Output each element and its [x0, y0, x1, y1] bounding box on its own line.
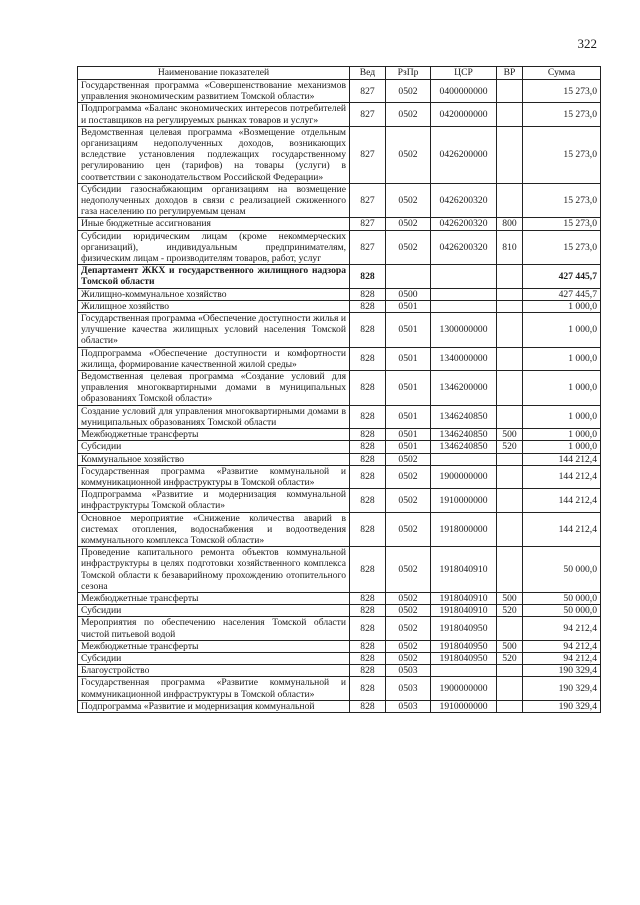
- row-csr: [431, 665, 497, 677]
- row-rzpr: 0502: [386, 230, 431, 265]
- row-rzpr: 0502: [386, 617, 431, 640]
- row-name: Подпрограмма «Обеспечение доступности и комфортности жилища, формирование качественной жилой среды»: [78, 347, 350, 370]
- row-rzpr: 0501: [386, 313, 431, 348]
- row-csr: [431, 300, 497, 312]
- table-row: [78, 652, 601, 664]
- row-vr: [497, 465, 523, 488]
- row-sum: 190 329,4: [523, 700, 601, 712]
- row-sum: 427 445,7: [523, 265, 601, 288]
- table-row: [78, 665, 601, 677]
- row-csr: 0400000000: [431, 80, 497, 103]
- row-name: Государственная программа «Совершенствование механизмов управления экономическим развитием Томской области»: [78, 80, 350, 103]
- row-vr: [497, 489, 523, 512]
- row-rzpr: 0501: [386, 371, 431, 406]
- row-csr: 1300000000: [431, 313, 497, 348]
- row-ved: 828: [350, 405, 386, 428]
- row-rzpr: 0503: [386, 677, 431, 700]
- row-sum: 1 000,0: [523, 405, 601, 428]
- row-csr: [431, 288, 497, 300]
- table-row: [78, 489, 601, 512]
- row-ved: 828: [350, 313, 386, 348]
- row-vr: 500: [497, 592, 523, 604]
- row-ved: 828: [350, 677, 386, 700]
- row-csr: 0426200000: [431, 126, 497, 183]
- header-row: [78, 67, 601, 80]
- row-csr: 1346200000: [431, 371, 497, 406]
- row-ved: 827: [350, 80, 386, 103]
- table-row: [78, 183, 601, 218]
- table-row: [78, 371, 601, 406]
- row-sum: 1 000,0: [523, 429, 601, 441]
- row-sum: 144 212,4: [523, 489, 601, 512]
- row-rzpr: 0502: [386, 126, 431, 183]
- row-csr: 1346240850: [431, 429, 497, 441]
- row-ved: 828: [350, 489, 386, 512]
- row-rzpr: 0502: [386, 103, 431, 126]
- row-rzpr: 0501: [386, 347, 431, 370]
- row-vr: [497, 126, 523, 183]
- row-name: Подпрограмма «Развитие и модернизация коммунальной: [78, 700, 350, 712]
- row-name: Субсидии юридическим лицам (кроме некоммерческих организаций), индивидуальным предпринимателям, физическим лицам - производителям товаров, работ, услуг: [78, 230, 350, 265]
- row-rzpr: 0502: [386, 512, 431, 547]
- row-sum: 94 212,4: [523, 652, 601, 664]
- row-vr: [497, 405, 523, 428]
- row-sum: 1 000,0: [523, 313, 601, 348]
- row-rzpr: 0502: [386, 592, 431, 604]
- row-vr: 520: [497, 441, 523, 453]
- row-vr: 520: [497, 652, 523, 664]
- row-sum: 15 273,0: [523, 230, 601, 265]
- row-sum: 94 212,4: [523, 640, 601, 652]
- row-name: Подпрограмма «Баланс экономических интересов потребителей и поставщиков на регулируемых рынках товаров и услуг»: [78, 103, 350, 126]
- row-name: Государственная программа «Обеспечение доступности жилья и улучшение качества жилищных условий населения Томской области»: [78, 313, 350, 348]
- row-rzpr: 0503: [386, 700, 431, 712]
- table-row: [78, 405, 601, 428]
- row-rzpr: 0501: [386, 405, 431, 428]
- row-name: Иные бюджетные ассигнования: [78, 218, 350, 230]
- row-csr: 1900000000: [431, 465, 497, 488]
- row-name: Субсидии: [78, 605, 350, 617]
- row-ved: 827: [350, 183, 386, 218]
- row-sum: 50 000,0: [523, 592, 601, 604]
- row-sum: 15 273,0: [523, 126, 601, 183]
- row-name: Межбюджетные трансферты: [78, 640, 350, 652]
- row-rzpr: 0502: [386, 640, 431, 652]
- row-csr: 1918000000: [431, 512, 497, 547]
- table-row: [78, 441, 601, 453]
- row-ved: 827: [350, 103, 386, 126]
- table-row: [78, 700, 601, 712]
- row-name: Коммунальное хозяйство: [78, 453, 350, 465]
- table-row: [78, 617, 601, 640]
- table-row: [78, 300, 601, 312]
- row-vr: [497, 453, 523, 465]
- row-ved: 828: [350, 605, 386, 617]
- row-csr: 1918040910: [431, 605, 497, 617]
- row-ved: 828: [350, 371, 386, 406]
- row-rzpr: 0503: [386, 665, 431, 677]
- header-name: Наименование показателей: [78, 67, 350, 80]
- row-sum: 15 273,0: [523, 183, 601, 218]
- table-body: [78, 80, 601, 713]
- row-csr: 1918040950: [431, 640, 497, 652]
- table-row: [78, 103, 601, 126]
- row-csr: 1900000000: [431, 677, 497, 700]
- row-sum: 190 329,4: [523, 677, 601, 700]
- row-ved: 828: [350, 288, 386, 300]
- row-name: Проведение капитального ремонта объектов коммунальной инфраструктуры в целях подготовки хозяйственного комплекса Томской области к безаварийному прохождению отопительного сезона: [78, 547, 350, 593]
- row-vr: 500: [497, 429, 523, 441]
- row-ved: 828: [350, 665, 386, 677]
- row-sum: 50 000,0: [523, 547, 601, 593]
- row-rzpr: 0502: [386, 605, 431, 617]
- row-sum: 15 273,0: [523, 103, 601, 126]
- row-vr: [497, 665, 523, 677]
- row-name: Жилищно-коммунальное хозяйство: [78, 288, 350, 300]
- table-row: [78, 347, 601, 370]
- row-rzpr: 0502: [386, 465, 431, 488]
- row-rzpr: 0501: [386, 300, 431, 312]
- table-row: [78, 547, 601, 593]
- row-sum: 50 000,0: [523, 605, 601, 617]
- row-ved: 828: [350, 265, 386, 288]
- row-name: Межбюджетные трансферты: [78, 592, 350, 604]
- row-ved: 828: [350, 640, 386, 652]
- row-rzpr: 0501: [386, 429, 431, 441]
- row-name: Субсидии: [78, 652, 350, 664]
- row-vr: [497, 371, 523, 406]
- row-sum: 427 445,7: [523, 288, 601, 300]
- row-ved: 828: [350, 429, 386, 441]
- row-csr: 1918040950: [431, 652, 497, 664]
- row-ved: 828: [350, 465, 386, 488]
- table-row: [78, 265, 601, 288]
- table-row: [78, 218, 601, 230]
- table-row: [78, 429, 601, 441]
- row-vr: [497, 80, 523, 103]
- row-vr: [497, 183, 523, 218]
- row-sum: 1 000,0: [523, 300, 601, 312]
- row-rzpr: 0502: [386, 547, 431, 593]
- table-row: [78, 605, 601, 617]
- row-vr: [497, 300, 523, 312]
- table-row: [78, 465, 601, 488]
- header-ved: Вед: [350, 67, 386, 80]
- row-vr: 800: [497, 218, 523, 230]
- row-name: Ведомственная целевая программа «Возмещение отдельным организациям недополученных доходов, возникающих вследствие установления подлежащих государственному регулированию цен (тарифов) на товары (услуги) в соответствии с законодательством Российской Федерации»: [78, 126, 350, 183]
- table-row: [78, 230, 601, 265]
- table-row: [78, 677, 601, 700]
- header-csr: ЦСР: [431, 67, 497, 80]
- row-rzpr: 0502: [386, 218, 431, 230]
- row-csr: 1346240850: [431, 441, 497, 453]
- row-vr: 500: [497, 640, 523, 652]
- row-name: Межбюджетные трансферты: [78, 429, 350, 441]
- row-name: Ведомственная целевая программа «Создание условий для управления многоквартирными домами в муниципальных образованиях Томской области»: [78, 371, 350, 406]
- row-ved: 828: [350, 441, 386, 453]
- row-csr: 0426200320: [431, 218, 497, 230]
- row-vr: [497, 547, 523, 593]
- row-sum: 144 212,4: [523, 453, 601, 465]
- row-ved: 828: [350, 700, 386, 712]
- row-name: Мероприятия по обеспечению населения Томской области чистой питьевой водой: [78, 617, 350, 640]
- row-name: Субсидии: [78, 441, 350, 453]
- row-vr: [497, 512, 523, 547]
- row-ved: 827: [350, 230, 386, 265]
- row-vr: [497, 700, 523, 712]
- row-csr: 1910000000: [431, 700, 497, 712]
- header-vr: ВР: [497, 67, 523, 80]
- row-csr: 0426200320: [431, 183, 497, 218]
- table-row: [78, 640, 601, 652]
- header-sum: Сумма: [523, 67, 601, 80]
- row-csr: 1346240850: [431, 405, 497, 428]
- row-rzpr: 0502: [386, 489, 431, 512]
- row-sum: 1 000,0: [523, 441, 601, 453]
- row-csr: [431, 265, 497, 288]
- row-name: Жилищное хозяйство: [78, 300, 350, 312]
- row-rzpr: 0502: [386, 183, 431, 218]
- row-sum: 144 212,4: [523, 512, 601, 547]
- row-csr: 1918040910: [431, 592, 497, 604]
- row-vr: [497, 313, 523, 348]
- row-sum: 15 273,0: [523, 80, 601, 103]
- row-ved: 827: [350, 218, 386, 230]
- page-number: 322: [577, 36, 597, 51]
- row-csr: 0426200320: [431, 230, 497, 265]
- row-sum: 144 212,4: [523, 465, 601, 488]
- row-vr: [497, 265, 523, 288]
- row-csr: [431, 453, 497, 465]
- row-ved: 828: [350, 547, 386, 593]
- row-sum: 94 212,4: [523, 617, 601, 640]
- row-vr: [497, 347, 523, 370]
- budget-table: [77, 66, 601, 713]
- header-rzpr: РзПр: [386, 67, 431, 80]
- row-name: Субсидии газоснабжающим организациям на возмещение недополученных доходов в связи с реализацией сжиженного газа населению по регулируемым ценам: [78, 183, 350, 218]
- row-sum: 15 273,0: [523, 218, 601, 230]
- row-ved: 828: [350, 617, 386, 640]
- row-vr: [497, 288, 523, 300]
- row-name: Государственная программа «Развитие коммунальной и коммуникационной инфраструктуры в Томской области»: [78, 677, 350, 700]
- row-ved: 828: [350, 592, 386, 604]
- row-vr: 520: [497, 605, 523, 617]
- row-vr: [497, 677, 523, 700]
- row-vr: [497, 103, 523, 126]
- row-name: Департамент ЖКХ и государственного жилищного надзора Томской области: [78, 265, 350, 288]
- row-name: Подпрограмма «Развитие и модернизация коммунальной инфраструктуры Томской области»: [78, 489, 350, 512]
- row-csr: 1918040950: [431, 617, 497, 640]
- row-name: Государственная программа «Развитие коммунальной и коммуникационной инфраструктуры в Томской области»: [78, 465, 350, 488]
- row-ved: 828: [350, 300, 386, 312]
- row-ved: 827: [350, 126, 386, 183]
- row-ved: 828: [350, 453, 386, 465]
- table-row: [78, 313, 601, 348]
- row-ved: 828: [350, 652, 386, 664]
- row-ved: 828: [350, 512, 386, 547]
- row-sum: 1 000,0: [523, 371, 601, 406]
- table-row: [78, 592, 601, 604]
- row-rzpr: 0502: [386, 453, 431, 465]
- row-rzpr: 0502: [386, 652, 431, 664]
- row-rzpr: 0502: [386, 80, 431, 103]
- table-row: [78, 80, 601, 103]
- row-csr: 1918040910: [431, 547, 497, 593]
- row-name: Создание условий для управления многоквартирными домами в муниципальных образованиях Томской области: [78, 405, 350, 428]
- row-name: Основное мероприятие «Снижение количества аварий в системах отопления, водоснабжения и водоотведения коммунального комплекса Томской области»: [78, 512, 350, 547]
- row-rzpr: 0501: [386, 441, 431, 453]
- row-csr: 0420000000: [431, 103, 497, 126]
- row-ved: 828: [350, 347, 386, 370]
- row-sum: 190 329,4: [523, 665, 601, 677]
- row-rzpr: [386, 265, 431, 288]
- row-rzpr: 0500: [386, 288, 431, 300]
- table-row: [78, 126, 601, 183]
- table-row: [78, 288, 601, 300]
- row-vr: [497, 617, 523, 640]
- row-csr: 1910000000: [431, 489, 497, 512]
- table-row: [78, 453, 601, 465]
- row-csr: 1340000000: [431, 347, 497, 370]
- row-vr: 810: [497, 230, 523, 265]
- row-sum: 1 000,0: [523, 347, 601, 370]
- row-name: Благоустройство: [78, 665, 350, 677]
- table-row: [78, 512, 601, 547]
